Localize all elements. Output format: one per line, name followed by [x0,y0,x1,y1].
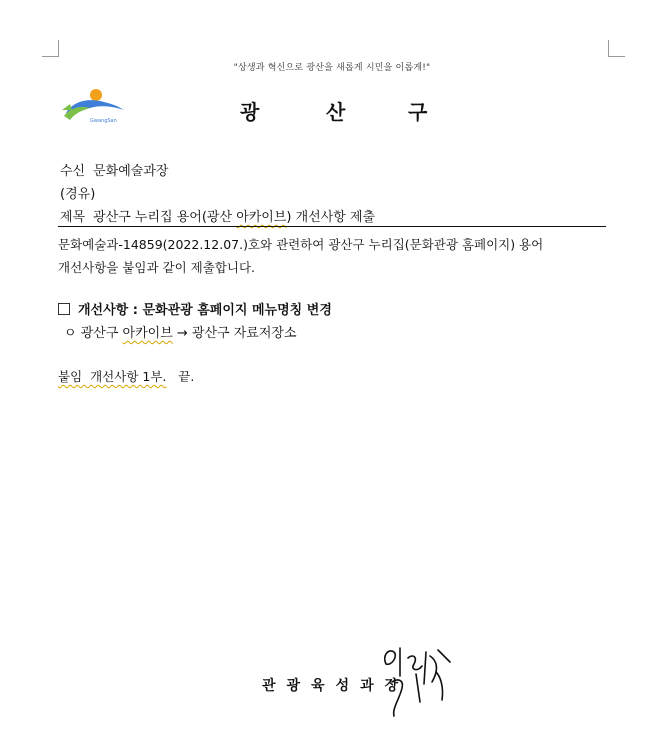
attachment-end: 끝. [178,369,195,384]
subject-squiggle-word: 아카이브 [236,210,287,225]
organization-title [240,96,440,126]
page-corner-mark-top-left [42,40,59,57]
logo-text: GwangSan [90,118,117,124]
org-title-char: 산 [326,100,346,124]
checkbox-icon [58,303,70,315]
item-from-squiggle-word: 아카이브 [122,326,173,341]
body-line-2: 개선사항을 붙임과 같이 제출합니다. [58,260,256,275]
org-title-char: 구 [408,100,428,124]
improvement-heading-text: 개선사항 : 문화관광 홈페이지 메뉴명칭 변경 [78,303,332,318]
subject-prefix: 광산구 누리집 용어(광산 [93,210,237,225]
signature-icon [378,642,456,722]
attachment-line [58,367,194,385]
department-name: 관광육성과장 [262,678,410,694]
arrow-icon: → [176,326,188,341]
subject-suffix: ) 개선사항 제출 [286,210,376,225]
header-divider [58,226,606,227]
gwangsan-logo-icon [60,86,126,126]
item-to: 광산구 자료저장소 [191,326,297,341]
item-from-prefix: 광산구 [80,326,123,341]
subject-label: 제목 [60,210,86,225]
slogan: "상생과 혁신으로 광산을 새롭게 시민을 이롭게!" [233,63,431,73]
recipient-label: 수신 [60,164,86,179]
improvement-item [64,322,297,341]
recipient-value: 문화예술과장 [93,164,169,179]
page-corner-mark-top-right [608,40,625,57]
bullet-icon: ㅇ [64,326,77,341]
improvement-heading [58,299,332,318]
body-line-1: 문화예술과-14859(2022.12.07.)호와 관련하여 광산구 누리집(문화관광 홈페이지) 용어 [58,237,544,252]
subject-line [60,206,375,225]
org-title-char: 광 [240,100,260,124]
via-line: (경유) [60,187,96,202]
attachment-text: 붙임 개선사항 1부. [58,369,167,384]
recipient-line [60,160,168,179]
